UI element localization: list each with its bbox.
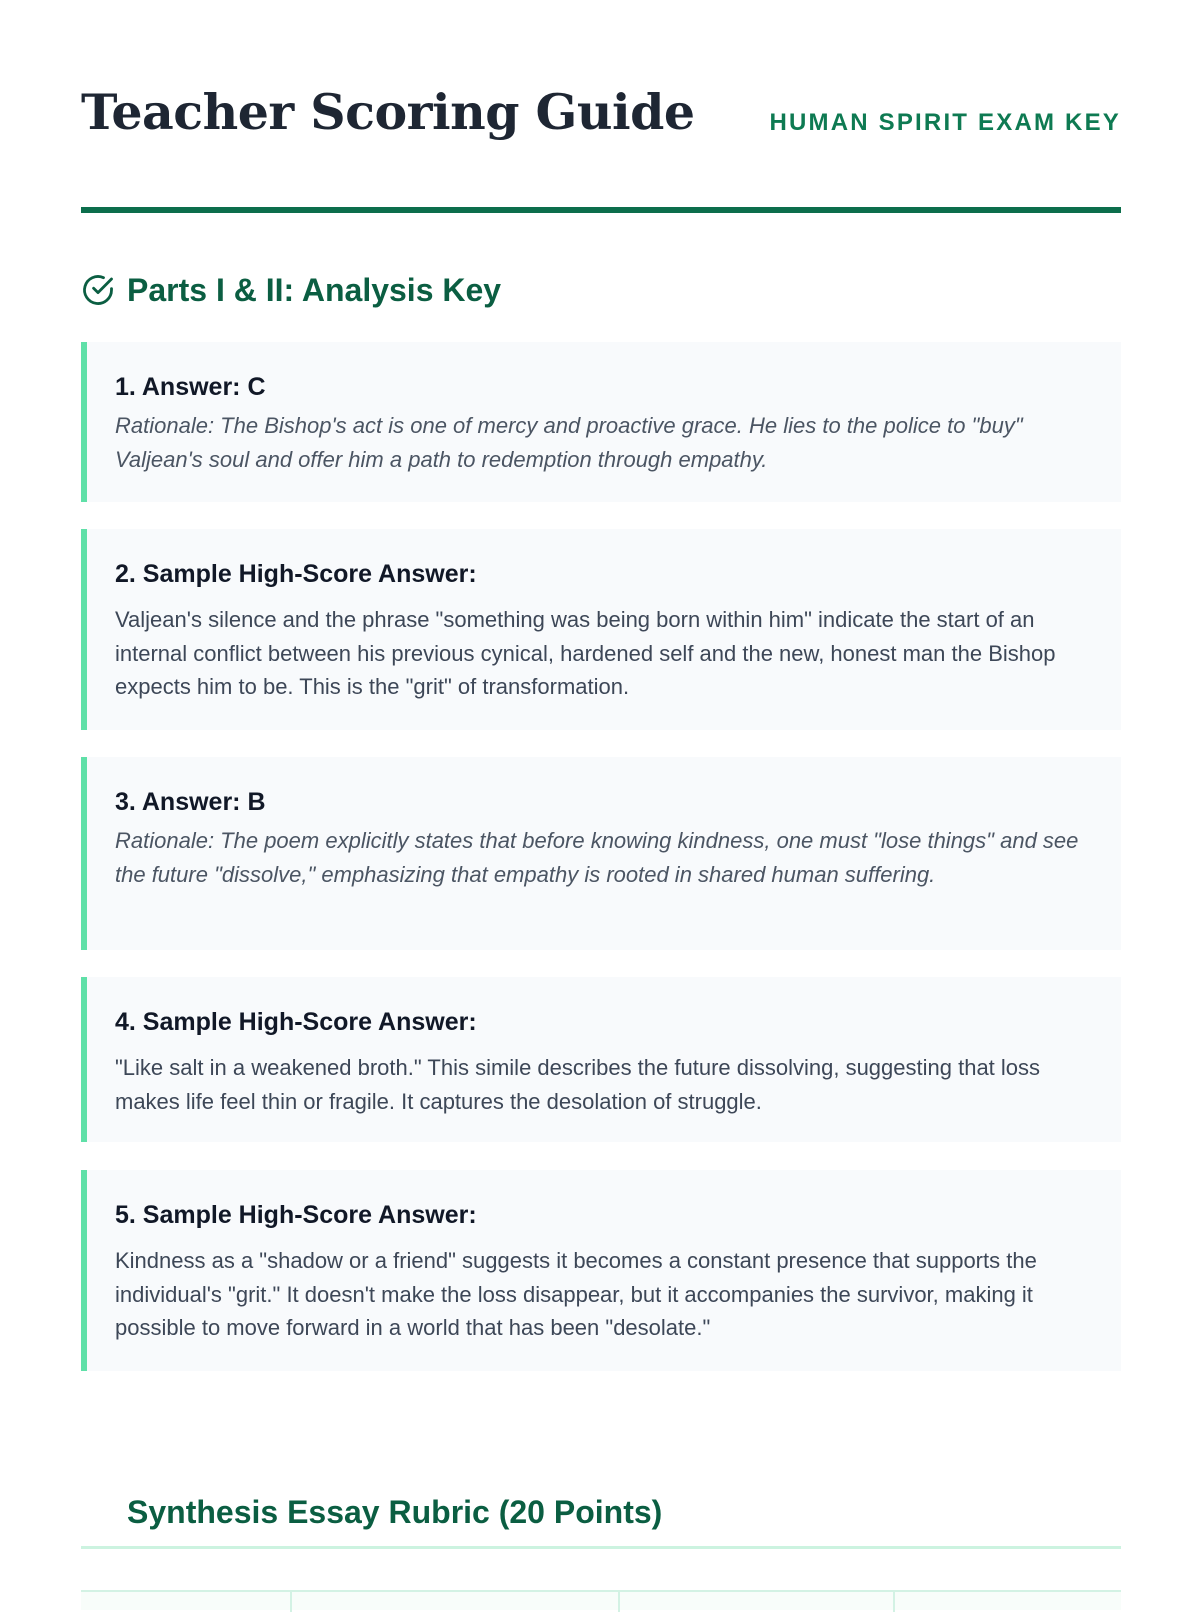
answer-card-3 bbox=[81, 757, 1121, 950]
answer-card-title: 4. Sample High-Score Answer: bbox=[115, 1008, 477, 1036]
answer-card-4 bbox=[81, 977, 1121, 1142]
rubric-table-column-divider bbox=[290, 1592, 292, 1612]
rubric-table-column-divider bbox=[893, 1592, 895, 1612]
scoring-guide-page bbox=[81, 0, 1121, 1530]
check-circle-icon bbox=[81, 273, 115, 307]
answer-card-1 bbox=[81, 342, 1121, 502]
answer-card-2 bbox=[81, 529, 1121, 730]
rubric-table bbox=[81, 1590, 1121, 1610]
exam-key-label: HUMAN SPIRIT EXAM KEY bbox=[769, 109, 1121, 136]
rubric-divider bbox=[81, 1546, 1121, 1549]
page-title: Teacher Scoring Guide bbox=[81, 83, 695, 141]
page-header bbox=[81, 0, 1121, 210]
answer-rationale: Rationale: The Bishop's act is one of mercy and proactive grace. He lies to the police to "buy" Valjean's soul and offer him a path to redemption through empathy. bbox=[115, 413, 1023, 472]
answer-card-5 bbox=[81, 1170, 1121, 1371]
sample-answer-text: "Like salt in a weakened broth." This simile describes the future dissolving, suggesting that loss makes life feel thin or fragile. It captures the desolation of struggle. bbox=[115, 1055, 1041, 1114]
answer-card-title: 1. Answer: C bbox=[115, 373, 266, 401]
sample-answer-text: Valjean's silence and the phrase "something was being born within him" indicate the start of an internal conflict between his previous cynical, hardened self and the new, honest man the Bishop expects him to be. This is the "grit" of transformation. bbox=[115, 607, 1056, 699]
sample-answer-text: Kindness as a "shadow or a friend" suggests it becomes a constant presence that supports the individual's "grit." It doesn't make the loss disappear, but it accompanies the survivor, making it possible to move forward in a world that has been "desolate." bbox=[115, 1248, 1037, 1340]
header-divider bbox=[81, 207, 1121, 213]
answer-card-title: 5. Sample High-Score Answer: bbox=[115, 1201, 477, 1229]
rubric-section-title: Synthesis Essay Rubric (20 Points) bbox=[127, 1494, 663, 1530]
answer-rationale: Rationale: The poem explicitly states that before knowing kindness, one must "lose things" and see the future "dissolve," emphasizing that empathy is rooted in shared human suffering. bbox=[115, 828, 1079, 887]
rubric-table-column-divider bbox=[618, 1592, 620, 1612]
analysis-section-title: Parts I & II: Analysis Key bbox=[127, 272, 502, 308]
analysis-section-heading bbox=[81, 270, 501, 310]
answer-card-title: 2. Sample High-Score Answer: bbox=[115, 560, 477, 588]
answer-card-title: 3. Answer: B bbox=[115, 788, 266, 816]
